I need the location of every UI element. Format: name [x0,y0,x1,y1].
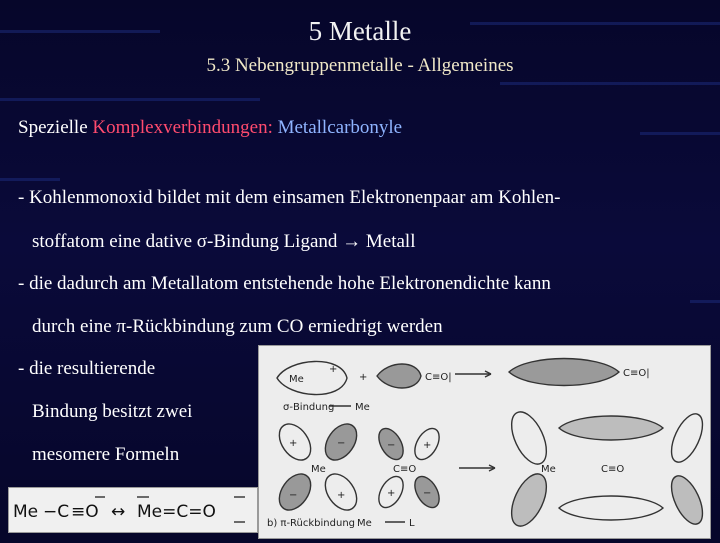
formula-left-c: −C [43,502,70,522]
bullet-line-1: - Kohlenmonoxid bildet mit dem einsamen Elektronenpaar am Kohlen- [18,187,561,208]
bullet-line-6: Bindung besitzt zwei [32,401,193,422]
background-streak [0,98,260,101]
minus-sign: − [423,488,432,499]
mesomeric-formula-svg [9,488,257,532]
pi-bond-label: b) π-Rückbindung [267,518,356,529]
bullet-line-5: - die resultierende [18,358,156,379]
plus-sign: + [387,488,396,499]
plus-sign: + [423,440,432,451]
bullet-line-3: - die dadurch am Metallatom entstehende hohe Elektronendichte kann [18,273,551,294]
orbital-diagram-svg [259,346,710,538]
topic-term: Metallcarbonyle [277,117,403,138]
co-label: C≡O [601,464,625,475]
minus-sign: − [289,490,298,501]
formula-right: Me=C=O [137,502,216,522]
formula-left-me: Me [13,502,39,522]
plus-sign: + [329,364,338,375]
orbital-diagram [258,345,711,539]
bullet-line-4: durch eine π-Rückbindung zum CO erniedrigt werden [32,316,443,337]
co-label: C≡O| [425,372,452,383]
co-label: C≡O| [623,368,650,379]
formula-arrow: ↔ [111,502,126,522]
me-label: Me [289,374,304,385]
minus-sign: − [387,440,396,451]
slide-title: 5 Metalle [308,16,412,46]
plus-sign: + [289,438,298,449]
slide-subtitle: 5.3 Nebengruppenmetalle - Allgemeines [206,55,514,76]
me-label: Me [355,402,370,413]
topic-prefix: Spezielle [18,117,93,138]
mesomeric-formula [8,487,258,533]
me-label: Me [357,518,372,529]
ligand-label: L [409,518,415,529]
co-label: C≡O [393,464,417,475]
background-streak [640,132,720,135]
minus-sign: − [337,438,346,449]
bullet-line-2: stoffatom eine dative σ-Bindung Ligand → Metall [32,231,416,252]
topic-line [18,117,402,139]
sigma-bond-label: σ-Bindung [283,402,335,413]
me-label: Me [311,464,326,475]
formula-left-o: ≡O [71,502,99,522]
background-streak [0,178,60,181]
me-label: Me [541,464,556,475]
background-streak [500,82,720,85]
plus-sign: + [337,490,346,501]
topic-highlight: Komplexverbindungen: [92,117,278,138]
background-streak [690,300,720,303]
bullet-line-7: mesomere Formeln [32,444,180,465]
plus-sign: + [359,372,368,383]
